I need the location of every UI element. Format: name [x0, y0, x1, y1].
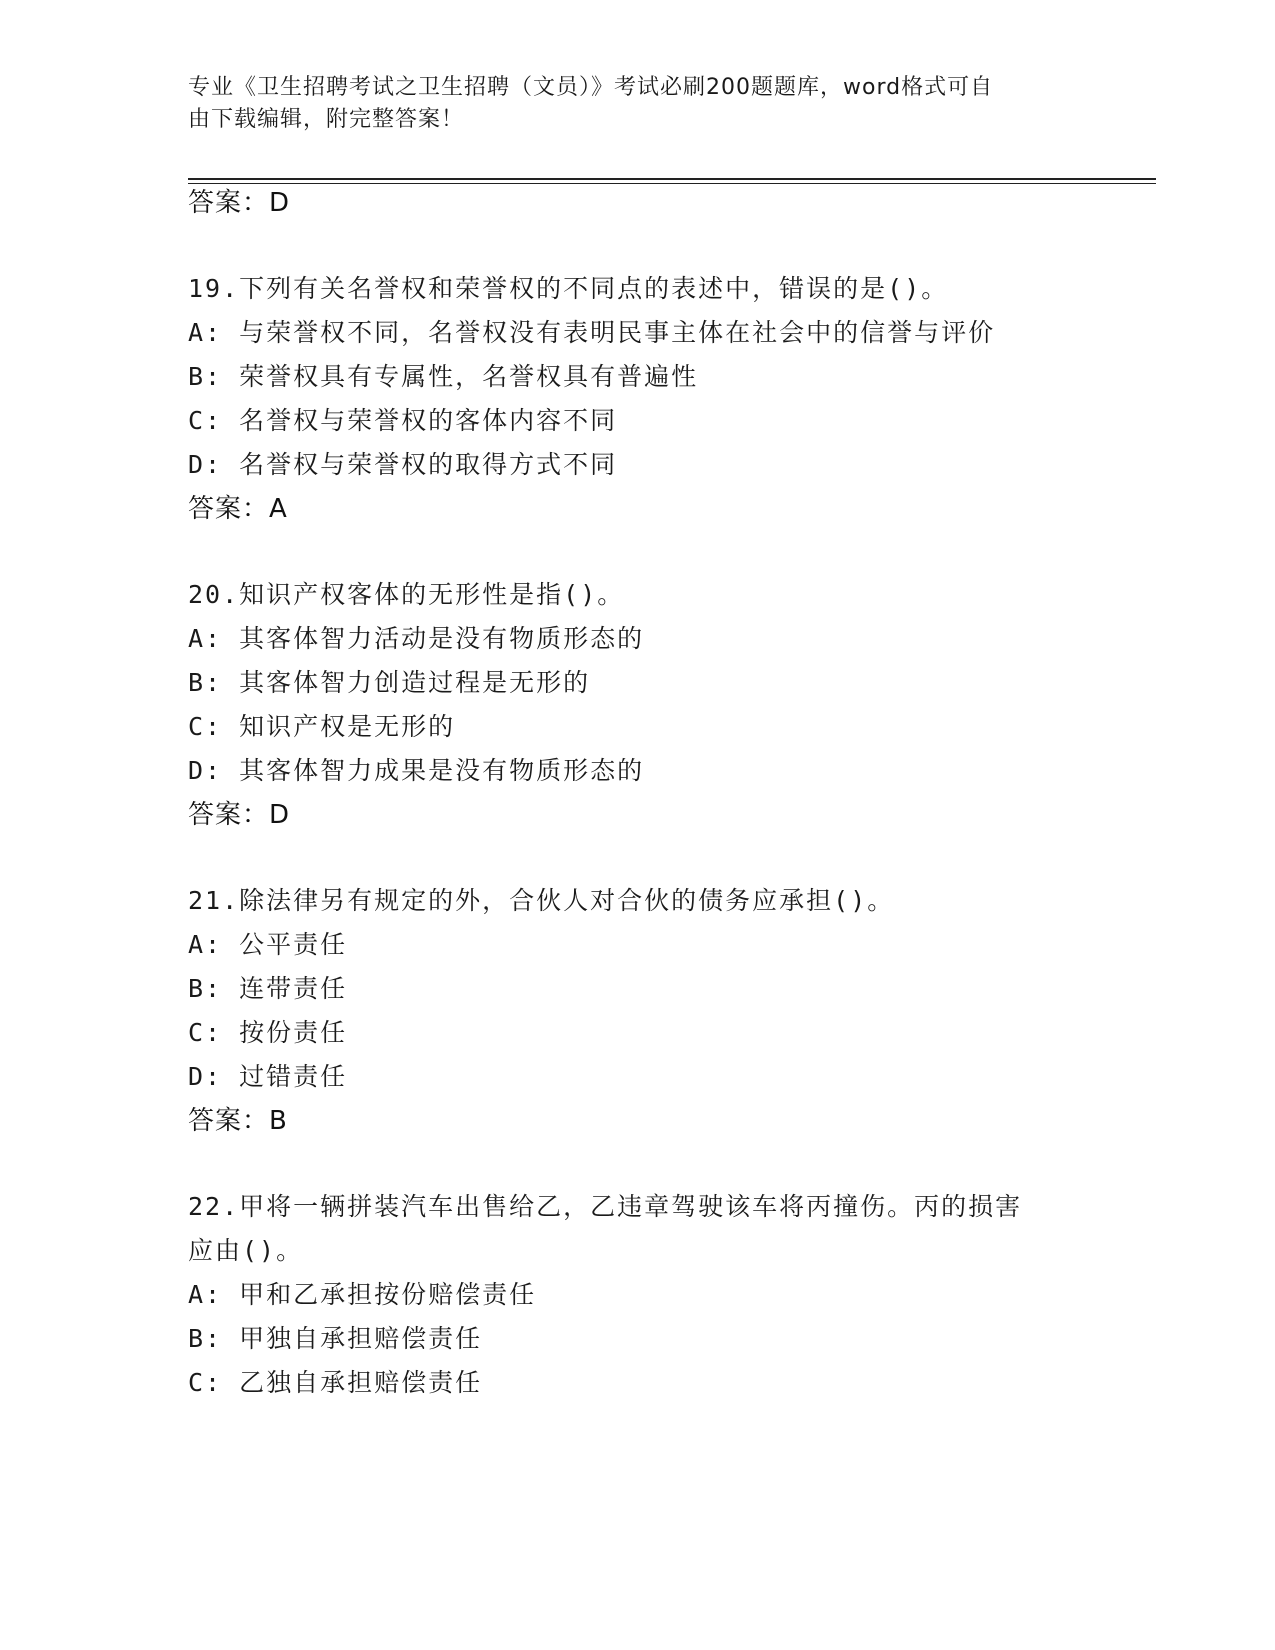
question-20-option-a: A: 其客体智力活动是没有物质形态的 — [188, 624, 645, 653]
question-21-option-a: A: 公平责任 — [188, 930, 348, 959]
question-22-option-a: A: 甲和乙承担按份赔偿责任 — [188, 1280, 537, 1309]
question-19-option-d: D: 名誉权与荣誉权的取得方式不同 — [188, 450, 618, 479]
answer-18: 答案：D — [188, 188, 291, 218]
document-header — [188, 72, 1068, 136]
header-line-2: 由下载编辑，附完整答案！ — [188, 107, 465, 132]
question-21-option-d: D: 过错责任 — [188, 1062, 348, 1091]
answer-21: 答案：B — [188, 1106, 288, 1136]
header-divider — [188, 178, 1156, 180]
question-20-option-c: C: 知识产权是无形的 — [188, 712, 456, 741]
header-line-1: 专业《卫生招聘考试之卫生招聘（文员）》考试必刷200题题库，word格式可自 — [188, 75, 994, 100]
header-divider-thin — [188, 183, 1156, 184]
question-19-option-b: B: 荣誉权具有专属性，名誉权具有普遍性 — [188, 362, 699, 391]
question-21: 21.除法律另有规定的外，合伙人对合伙的债务应承担()。 — [188, 886, 895, 915]
question-22-option-c: C: 乙独自承担赔偿责任 — [188, 1368, 483, 1397]
question-19-option-c: C: 名誉权与荣誉权的客体内容不同 — [188, 406, 618, 435]
question-20-option-d: D: 其客体智力成果是没有物质形态的 — [188, 756, 645, 785]
question-22-option-b: B: 甲独自承担赔偿责任 — [188, 1324, 483, 1353]
question-21-option-b: B: 连带责任 — [188, 974, 348, 1003]
question-21-option-c: C: 按份责任 — [188, 1018, 348, 1047]
question-19-option-a: A: 与荣誉权不同，名誉权没有表明民事主体在社会中的信誉与评价 — [188, 318, 996, 347]
question-20-option-b: B: 其客体智力创造过程是无形的 — [188, 668, 591, 697]
question-22-line-1: 22.甲将一辆拼装汽车出售给乙，乙违章驾驶该车将丙撞伤。丙的损害 — [188, 1192, 1023, 1221]
question-19: 19.下列有关名誉权和荣誉权的不同点的表述中，错误的是()。 — [188, 274, 949, 303]
question-20: 20.知识产权客体的无形性是指()。 — [188, 580, 625, 609]
question-22-line-2: 应由()。 — [188, 1236, 304, 1265]
answer-20: 答案：D — [188, 800, 291, 830]
answer-19: 答案：A — [188, 494, 288, 524]
